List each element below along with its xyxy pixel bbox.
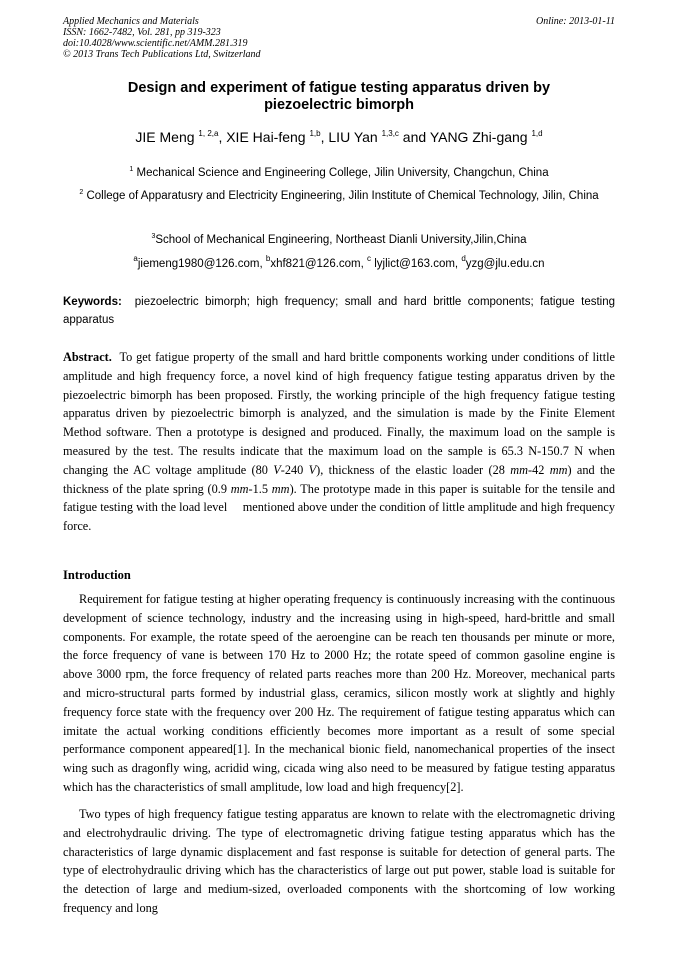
affiliation-sup: 1	[129, 166, 134, 173]
author-sep: ,	[218, 129, 227, 145]
abstract-label: Abstract.	[63, 350, 112, 364]
abstract-block	[63, 348, 615, 536]
email-sup: b	[265, 254, 271, 263]
author-affil-sup: 1,d	[531, 129, 543, 138]
abstract-text: -240	[280, 462, 309, 477]
abstract-text: -1.5	[248, 481, 272, 496]
author-sep: ,	[320, 129, 329, 145]
abstract-body	[63, 350, 615, 533]
title-line-1: Design and experiment of fatigue testing apparatus driven by	[127, 80, 551, 96]
email-sup: c	[367, 254, 372, 263]
author-affil-sup: 1,b	[309, 129, 321, 138]
email-list	[63, 254, 615, 275]
author-name: XIE Hai-feng	[226, 129, 306, 145]
affiliation-text: College of Apparatusry and Electricity Engineering, Jilin Institute of Chemical Technology, Jilin, China	[86, 190, 599, 202]
keywords-label: Keywords:	[63, 296, 122, 308]
unit-italic: mm	[271, 481, 290, 496]
title-line-2: piezoelectric bimorph	[264, 97, 414, 113]
affiliation-2	[63, 186, 615, 207]
unit-italic: mm	[230, 481, 249, 496]
unit-italic: V	[308, 462, 317, 477]
paper-title	[63, 80, 615, 114]
author-name: JIE Meng	[135, 129, 195, 145]
email-address: xhf821@126.com,	[270, 258, 368, 270]
journal-header	[63, 16, 261, 60]
email-sup: d	[461, 254, 466, 263]
author-sep: and	[398, 129, 430, 145]
affiliation-sup: 3	[151, 233, 156, 240]
unit-italic: mm	[510, 462, 528, 477]
author-list	[63, 127, 615, 147]
affiliation-text: School of Mechanical Engineering, Northeast Dianli University,Jilin,China	[155, 234, 527, 246]
journal-copyright: © 2013 Trans Tech Publications Ltd, Switzerland	[63, 49, 261, 60]
abstract-text: ), thickness of the elastic loader (28	[316, 462, 511, 477]
unit-italic: V	[273, 462, 281, 477]
online-date: Online: 2013-01-11	[536, 16, 615, 27]
abstract-text: ). The prototype made in this paper is suitable for the tensile and fatigue testing with the load level mentioned above under the condition of little amplitude and high frequency force.	[63, 481, 615, 534]
intro-paragraph-2: Two types of high frequency fatigue testing apparatus are known to relate with the electromagnetic driving and electrohydraulic driving. The type of electromagnetic driving fatigue testing apparatus which has the characteristics of large dynamic displacement and fast response is suitable for detection of general parts. The type of electrohydraulic driving which has the characteristics of large out put power, stable load is suitable for the detection of large and medium-sized, overloaded components with the shortcoming of low working frequency and long	[63, 807, 615, 915]
intro-paragraph-1: Requirement for fatigue testing at higher operating frequency is continuously increasing with the continuous development of science technology, industry and the increasing using in high-speed, hard-brittle and small components. For example, the rotate speed of the aeroengine can be reach ten thousands per minute or more, the force frequency of vane is between 170 Hz to 2000 Hz; the rotate speed of common gasoline engine is above 3000 rpm, the force frequency of related parts reaches more than 200 Hz. Moreover, mechanical parts and micro-structural parts formed by industrial glass, ceramics, silicon mostly work at slightly and highly frequency force state with the frequency over 200 Hz. The requirement of fatigue testing apparatus which can imitate the actual working conditions efficiently becomes more important as a result of some special performance component appeared[1]. In the mechanical bionic field, nanomechanical properties of the insect wing such as dragonfly wing, acridid wing, cicada wing also need to be measured by fatigue testing apparatus which has the characteristics of small amplitude, low load and high frequency[2].	[63, 592, 615, 794]
author-name: YANG Zhi-gang	[429, 129, 528, 145]
unit-italic: mm	[549, 462, 568, 477]
abstract-text: To get fatigue property of the small and hard brittle components working under conditions of little amplitude and high frequency force, a novel kind of high frequency fatigue testing apparatus driven by the piezoelectric bimorph has been proposed. Firstly, the working principle of the high frequency fatigue testing apparatus driven by piezoelectric bimorph is analyzed, and the simulation is made by the Finite Element Method software. Then a prototype is designed and produced. Finally, the maximum load on the sample is measured by the test. The results indicate that the maximum load on the sample is 65.3 N-150.7 N when changing the AC voltage amplitude (80	[63, 350, 615, 477]
journal-name: Applied Mechanics and Materials	[63, 16, 199, 27]
abstract-text: ) and the thickness of the plate spring (0.9	[63, 462, 616, 496]
email-address: jiemeng1980@126.com,	[137, 258, 266, 270]
abstract-text: -42	[527, 462, 550, 477]
affiliation-3	[63, 230, 615, 251]
affiliation-1	[63, 163, 615, 184]
author-affil-sup: 1, 2,a	[198, 129, 219, 138]
email-address: yzg@jlu.edu.cn	[465, 258, 545, 270]
email-address: lyjlict@163.com,	[374, 258, 462, 270]
section-heading: Introduction	[63, 568, 131, 582]
author-name: LIU Yan	[328, 129, 378, 145]
keywords-block	[63, 293, 615, 329]
keywords-text: piezoelectric bimorph; high frequency; small and hard brittle components; fatigue testing apparatus	[63, 296, 616, 326]
journal-doi: doi:10.4028/www.scientific.net/AMM.281.319	[63, 38, 248, 49]
affiliation-sup: 2	[79, 189, 84, 196]
email-sup: a	[133, 254, 138, 263]
journal-issn: ISSN: 1662-7482, Vol. 281, pp 319-323	[63, 27, 221, 38]
author-affil-sup: 1,3,c	[381, 129, 399, 138]
affiliation-text: Mechanical Science and Engineering College, Jilin University, Changchun, China	[136, 167, 549, 179]
